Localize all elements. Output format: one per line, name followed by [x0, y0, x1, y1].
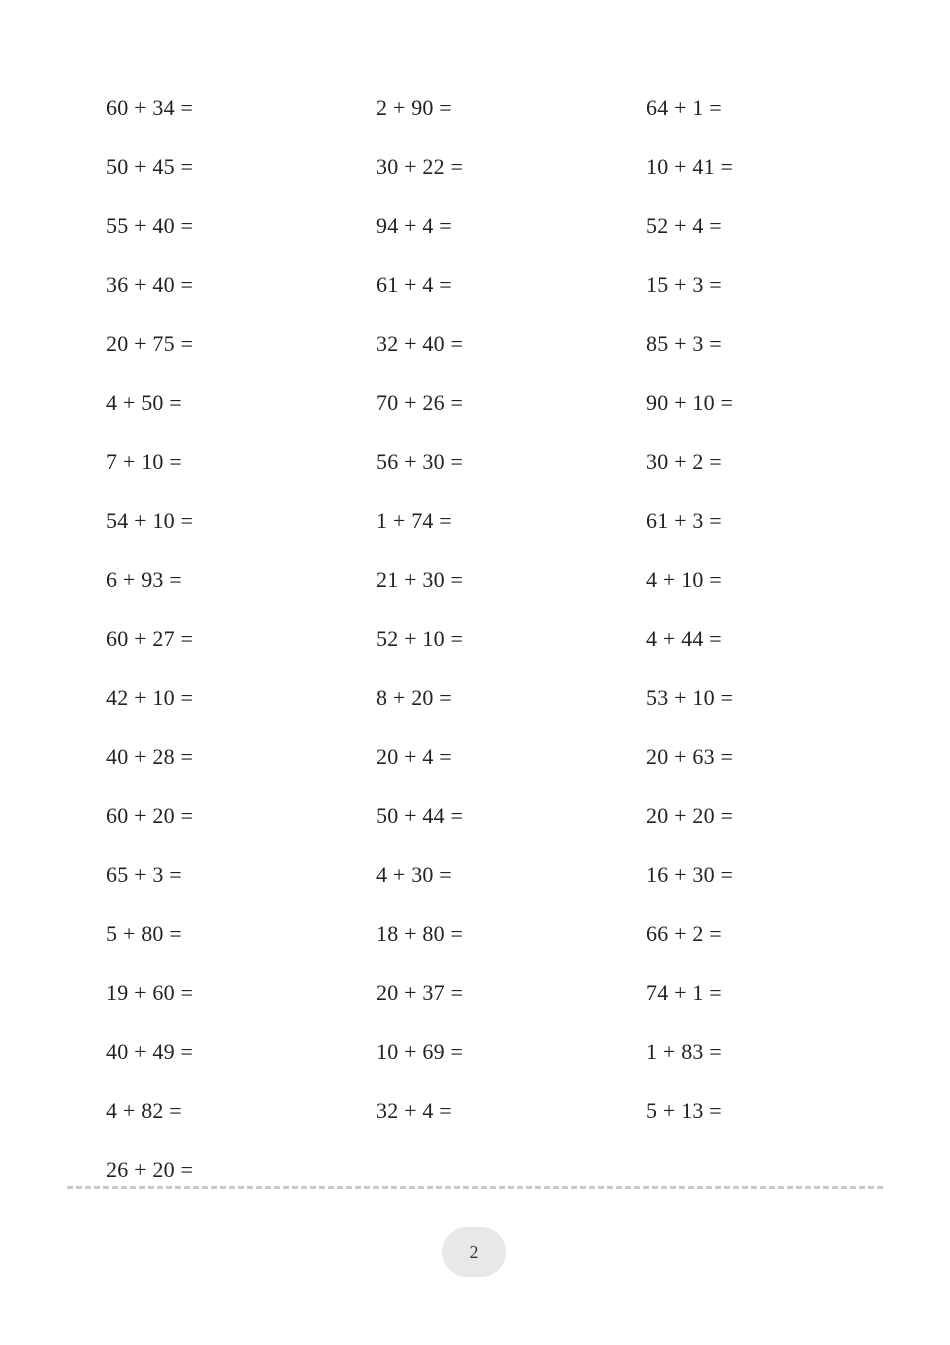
math-problem: 40 + 28 = — [106, 743, 194, 769]
math-problem: 30 + 2 = — [646, 448, 722, 474]
math-problem: 10 + 41 = — [646, 153, 734, 179]
math-problem: 15 + 3 = — [646, 271, 722, 297]
math-problem: 5 + 13 = — [646, 1097, 722, 1123]
math-problem: 16 + 30 = — [646, 861, 734, 887]
math-problem: 19 + 60 = — [106, 979, 194, 1005]
math-problem: 61 + 3 = — [646, 507, 722, 533]
problem-grid — [106, 78, 886, 1199]
math-problem: 50 + 44 = — [376, 802, 464, 828]
math-problem: 4 + 82 = — [106, 1097, 182, 1123]
dashed-divider — [67, 1186, 883, 1189]
math-problem: 90 + 10 = — [646, 389, 734, 415]
math-problem: 60 + 34 = — [106, 94, 194, 120]
math-problem: 70 + 26 = — [376, 389, 464, 415]
math-problem: 4 + 10 = — [646, 566, 722, 592]
math-problem: 4 + 44 = — [646, 625, 722, 651]
math-problem: 56 + 30 = — [376, 448, 464, 474]
math-problem: 30 + 22 = — [376, 153, 464, 179]
math-problem: 32 + 4 = — [376, 1097, 452, 1123]
page-number-badge: 2 — [442, 1227, 506, 1277]
math-problem: 8 + 20 = — [376, 684, 452, 710]
math-problem: 74 + 1 = — [646, 979, 722, 1005]
math-problem: 26 + 20 = — [106, 1156, 194, 1182]
math-problem: 5 + 80 = — [106, 920, 182, 946]
math-problem: 18 + 80 = — [376, 920, 464, 946]
math-problem: 20 + 63 = — [646, 743, 734, 769]
math-problem: 36 + 40 = — [106, 271, 194, 297]
math-problem: 40 + 49 = — [106, 1038, 194, 1064]
math-problem: 1 + 83 = — [646, 1038, 722, 1064]
math-problem: 20 + 20 = — [646, 802, 734, 828]
math-problem: 66 + 2 = — [646, 920, 722, 946]
math-problem: 50 + 45 = — [106, 153, 194, 179]
math-problem: 60 + 27 = — [106, 625, 194, 651]
math-problem: 60 + 20 = — [106, 802, 194, 828]
math-problem: 32 + 40 = — [376, 330, 464, 356]
math-problem: 94 + 4 = — [376, 212, 452, 238]
math-problem: 4 + 50 = — [106, 389, 182, 415]
math-problem: 2 + 90 = — [376, 94, 452, 120]
math-problem: 6 + 93 = — [106, 566, 182, 592]
math-problem: 61 + 4 = — [376, 271, 452, 297]
math-problem: 10 + 69 = — [376, 1038, 464, 1064]
math-problem: 53 + 10 = — [646, 684, 734, 710]
math-problem: 21 + 30 = — [376, 566, 464, 592]
math-problem: 7 + 10 = — [106, 448, 182, 474]
math-problem: 20 + 4 = — [376, 743, 452, 769]
math-problem: 42 + 10 = — [106, 684, 194, 710]
math-problem: 52 + 4 = — [646, 212, 722, 238]
math-problem: 4 + 30 = — [376, 861, 452, 887]
math-problem: 1 + 74 = — [376, 507, 452, 533]
math-problem: 20 + 75 = — [106, 330, 194, 356]
math-problem: 85 + 3 = — [646, 330, 722, 356]
math-problem: 64 + 1 = — [646, 94, 722, 120]
math-problem: 65 + 3 = — [106, 861, 182, 887]
math-problem: 55 + 40 = — [106, 212, 194, 238]
math-problem: 54 + 10 = — [106, 507, 194, 533]
math-problem: 20 + 37 = — [376, 979, 464, 1005]
math-problem: 52 + 10 = — [376, 625, 464, 651]
